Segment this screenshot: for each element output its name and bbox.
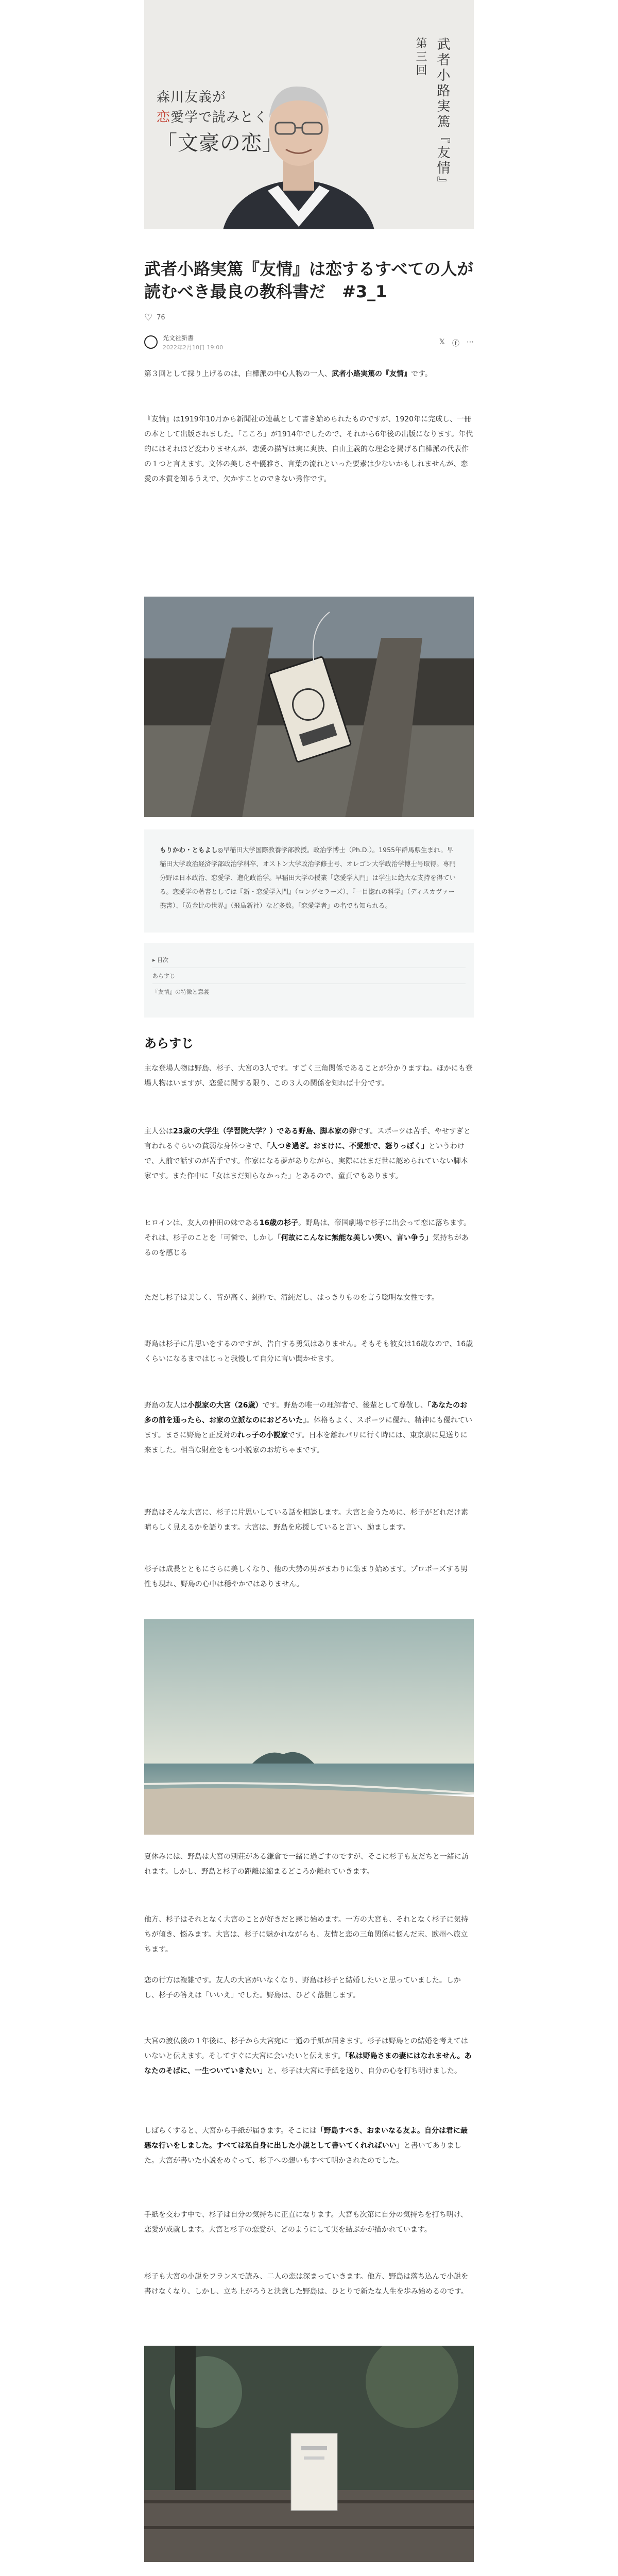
text: と書いてありました。大宮が書いた小説をめぐって、杉子への想いもすべて明かされたのでした。 [144,2142,461,2165]
avatar[interactable] [144,335,158,349]
synopsis-paragraph-6 [144,1398,474,1458]
hero-vertical-title: 武者小路実篤『友情』 [435,37,450,192]
share-icons [439,338,474,348]
more-icon[interactable]: ⋯ [467,338,474,346]
text-bold: 「何故にこんなに無能な美しい笑い、言い争う」 [273,1234,433,1242]
section-heading-synopsis: あらすじ [144,1036,194,1050]
author-row [144,331,474,353]
text: 。野島は、帝国劇場で杉子に出会って恋に落ちます。それは、杉子のことを「可憐で、しかし [144,1219,471,1242]
hero-vertical-number: 第三回 [414,37,427,77]
hero-caption-rest: 愛学で読みとく [170,110,268,125]
text: 気持ちがあるのを感じる [144,1234,469,1257]
toc-label: 目次 [157,957,169,963]
text-bold: 武者小路実篤の『友情』 [332,370,411,378]
book-image [144,2346,474,2562]
article-title: 武者小路実篤『友情』は恋するすべての人が読むべき最良の教科書だ #3_1 [144,259,474,301]
bio-name: もりかわ・ともよし [160,846,218,854]
intro-paragraph-2: 『友情』は1919年10月から新聞社の連載として書き始められたものですが、1920年に完成し、一冊の本として出版されました。「こころ」が1914年でしたので、それから6年後の出版になります。年代的にはそれほど変わりませんが、恋愛の描写は実に爽快、自由主義的な理念を掲げる白樺派の代表作の１つと言えます。文体の美しさや優雅さ、言葉の流れといった要素は少ないかもしれませんが、恋愛の本質を知るうえで、欠かすことのできない秀作です。 [144,415,473,483]
synopsis-paragraph-14: 手紙を交わす中で、杉子は自分の気持ちに正直になります。大宮も次第に自分の気持ちを打ち明け、恋愛が成就します。大宮と杉子の恋愛が、どのようにして実を結ぶかが描かれています。 [144,2211,468,2234]
hero-caption-line1: 森川友義が [157,90,227,105]
toc-toggle-icon: ▸ [152,957,158,963]
hero-caption-line2 [157,107,283,126]
synopsis-paragraph-4: ただし杉子は美しく、背が高く、純粋で、清純だし、はっきりものを言う聡明な女性です。 [144,1294,439,1302]
toc-header[interactable] [152,952,466,968]
synopsis-paragraph-1: 主な登場人物は野島、杉子、大宮の3人です。すごく三角関係であることが分かりますね。ほかにも登場人物はいますが、恋愛に関する限り、この３人の関係を知れば十分です。 [144,1064,473,1088]
synopsis-paragraph-12 [144,2034,474,2079]
text: と、杉子は大宮に手紙を送り、自分の心を打ち明けました。 [267,2067,461,2075]
text-bold: 「あなたのお多の前を通ったら、お家の立派なのにおどろいた」 [144,1401,468,1425]
text: 主人公は [144,1127,173,1136]
author-meta [163,333,223,351]
beach-photo [144,1619,474,1835]
text-bold: 小説家の大宮（26歳） [187,1401,263,1410]
synopsis-paragraph-9: 夏休みには、野島は大宮の別荘がある鎌倉で一緒に過ごすのですが、そこに杉子も友だちと一緒に訪れます。しかし、野島と杉子の距離は縮まるどころか離れていきます。 [144,1853,469,1876]
text-bold: れっ子の小説家 [237,1431,288,1439]
facebook-icon[interactable]: ⓕ [452,340,459,348]
heart-icon[interactable]: ♡ [144,312,153,323]
author-name[interactable]: 光文社新書 [163,334,194,342]
synopsis-paragraph-7: 野島はそんな大宮に、杉子に片思いしている話を相談します。大宮と会うために、杉子がどれだけ素晴らしく見えるかを語ります。大宮は、野島を応援していると言い、励まします。 [144,1509,468,1532]
book-amulet-image [144,597,474,817]
synopsis-paragraph-2 [144,1124,474,1184]
synopsis-paragraph-15: 杉子も大宮の小説をフランスで読み、二人の恋は深まっていきます。他方、野島は落ち込んで小説を書けなくなり、しかし、立ち上がろうと決意した野島は、ひとりで新たな人生を歩み始めるのです。 [144,2273,469,2296]
text: です。日本を離れパリに行く時には、東京駅に見送りに来ました。相当な財産をもつ小説家のお坊ちゃまです。 [144,1431,468,1454]
text-bold: 「私は野島さまの妻にはなれません。あなたのそばに、一生ついていきたい」 [144,2052,472,2075]
table-of-contents [144,943,474,1018]
book-amulet-photo [144,597,474,817]
like-bar [144,312,474,323]
toc-item-features[interactable]: 『友情』の特徴と意義 [152,989,209,995]
text: ヒロインは、友人の仲田の妹である [144,1219,260,1227]
like-count: 76 [157,314,165,321]
synopsis-paragraph-11: 恋の行方は複雑です。友人の大宮がいなくなり、野島は杉子と結婚したいと思っていました。しかし、杉子の答えは「いいえ」でした。野島は、ひどく落胆します。 [144,1976,461,1999]
text-bold: 16歳の杉子 [259,1219,299,1227]
text-bold: 23歳の大学生（学習院大学？）である野島、脚本家の卵 [173,1127,356,1136]
text: です。野島の唯一の理解者で、後輩として尊敬し、 [262,1401,428,1410]
text: というわけで、人前で話すのが苦手です。作家になる夢がありながら、実際にはまだ世に認められていない脚本家です。また作中に「女はまだ知らなかった」とあるので、童貞でもあります。 [144,1142,468,1180]
text: しばらくすると、大宮から手紙が届きます。そこには [144,2127,317,2135]
bio-text: ◎早稲田大学国際教養学部教授。政治学博士（Ph.D.）。1955年群馬県生まれ。早稲田大学政治経済学部政治学科卒、オストン大学政治学修士号、オレゴン大学政治学博士号取得。専門分野は日本政治、恋愛学、進化政治学。早稲田大学の授業「恋愛学入門」は学生に絶大な支持を得ている。恋愛学の著書としては『新・恋愛学入門』（ロングセラーズ）、『一目惚れの科学』（ディスカヴァー携書）、『黄金比の世界』（飛鳥新社）など多数。「恋愛学者」の名でも知られる。 [160,846,456,909]
text-bold: 「人つき過ぎ。おまけに、不愛想で、怒りっぽく」 [266,1142,428,1150]
text: です。 [411,370,432,378]
hero-caption [157,87,283,156]
hero-caption-line3: 「文豪の恋」 [157,131,283,155]
text: 大宮の渡仏後の１年後に、杉子から大宮宛に一通の手紙が届きます。杉子は野島との結婚を考えてはいないと伝えます。そしてすぐに大宮に会いたいと伝えます。 [144,2037,468,2060]
hero-banner [144,0,474,229]
synopsis-paragraph-8: 杉子は成長とともにさらに美しくなり、他の大勢の男がまわりに集まり始めます。プロポーズする男性も現れ、野島の心中は穏やかではありません。 [144,1565,468,1588]
synopsis-paragraph-5: 野島は杉子に片思いをするのですが、告白する勇気はありません。そもそも彼女は16歳なので、16歳くらいになるまではじっと我慢して自分に言い聞かせます。 [144,1340,473,1363]
author-bio-box [144,829,474,933]
text: 第３回として採り上げるのは、白樺派の中心人物の一人、 [144,370,332,378]
synopsis-paragraph-10: 他方、杉子はそれとなく大宮のことが好きだと感じ始めます。一方の大宮も、それとなく杉子に気持ちが傾き、悩みます。大宮は、杉子に魅かれながらも、友情と恋の三角関係に悩んだ末、欧州へ旅立ちます。 [144,1916,468,1954]
toc-item-synopsis[interactable]: あらすじ [152,968,466,984]
synopsis-paragraph-13 [144,2124,474,2168]
text-bold: 「野島すべき、おまいなる友よ。自分は君に最悪な行いをしました。すべては私自身に出した小説として書いてくれればいい」 [144,2127,468,2150]
beach-image [144,1619,474,1835]
hero-caption-red: 恋 [157,110,171,125]
book-photo [144,2346,474,2562]
post-date: 2022年2月10日 19:00 [163,344,224,351]
section-heading-features [144,2573,474,2576]
text: 。体格もよく、スポーツに優れ、精神にも優れています。まさに野島と正反対の [144,1416,472,1439]
text: です。スポーツは苦手、やせすぎと言われるぐらいの貧弱な身体つきで、 [144,1127,471,1150]
x-icon[interactable]: 𝕏 [439,338,445,346]
text: 野島の友人は [144,1401,187,1410]
intro-paragraph-1 [144,367,474,382]
synopsis-paragraph-3 [144,1216,474,1261]
